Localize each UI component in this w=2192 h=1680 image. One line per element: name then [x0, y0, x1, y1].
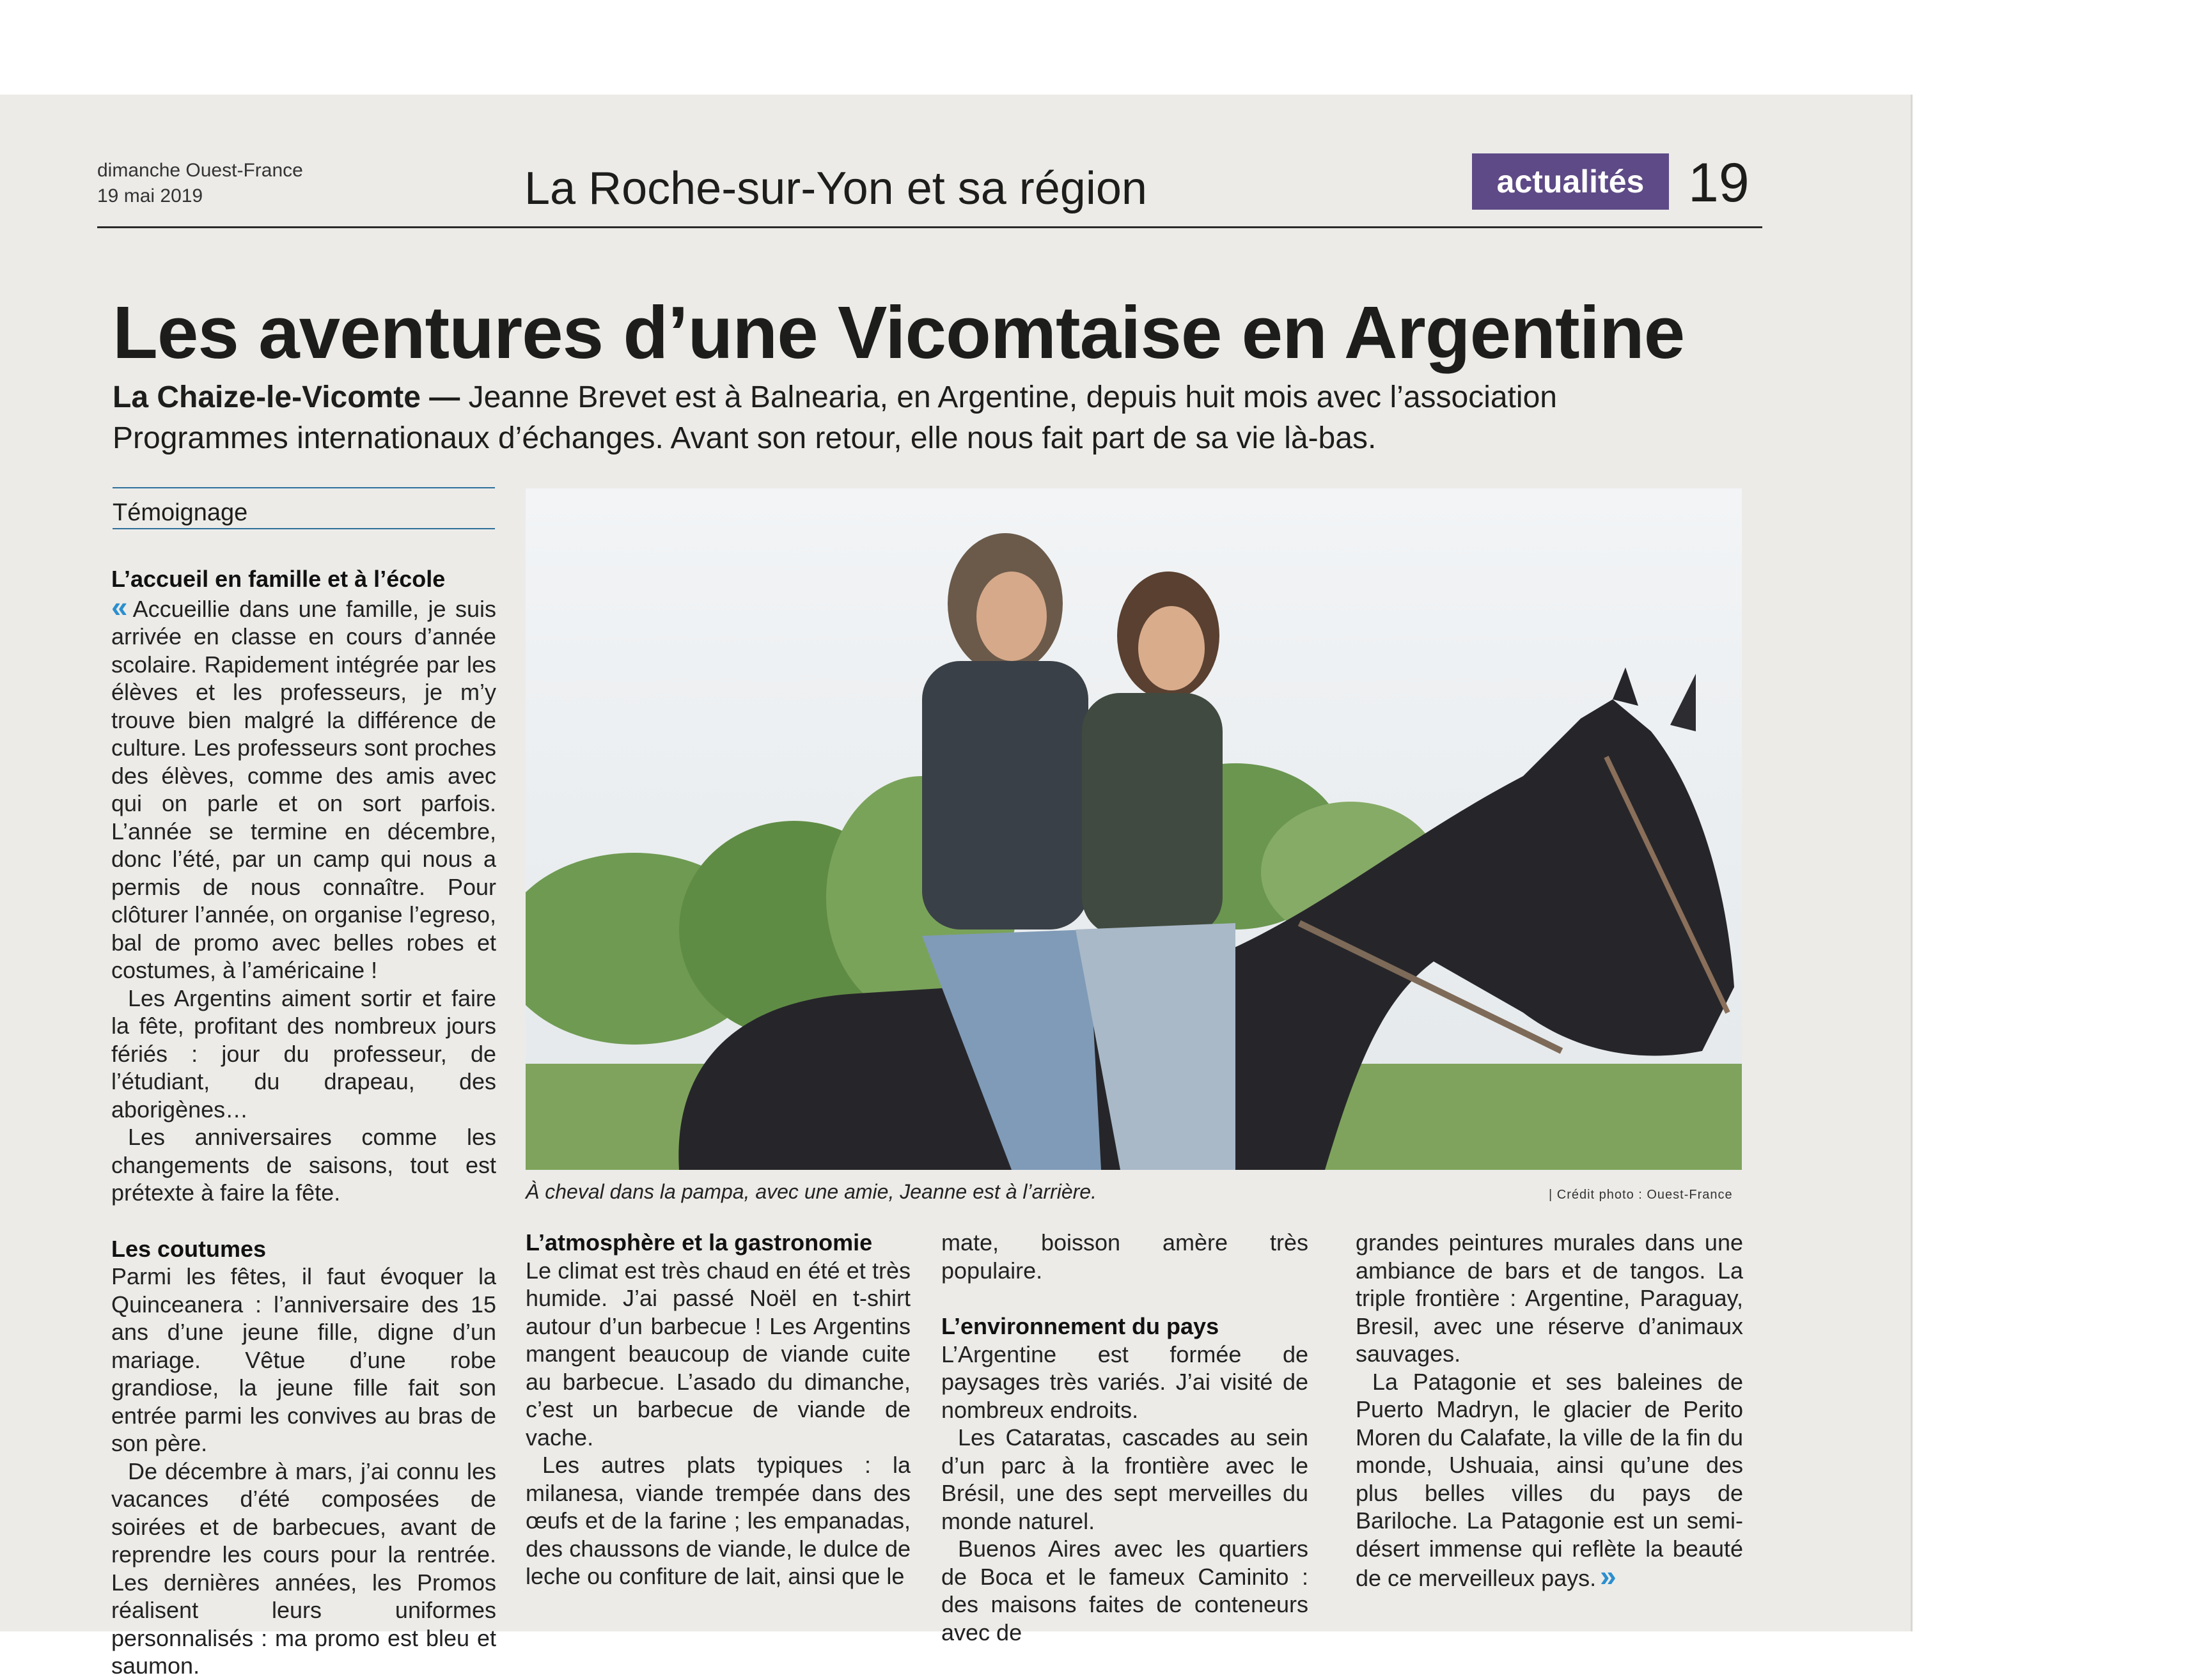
- quote-close-icon: »: [1600, 1559, 1613, 1592]
- photo-caption: À cheval dans la pampa, avec une amie, Jeanne est à l’arrière.: [526, 1180, 1097, 1203]
- edition-day-line: dimanche Ouest-France: [97, 160, 303, 181]
- paragraph: Parmi les fêtes, il faut évoquer la Quinceanera : l’anniversaire des 15 ans d’une jeune fille, digne d’un mariage. Vêtue d’une robe grandiose, la jeune fille fait son entrée parmi les convives au bras de son père.: [111, 1263, 496, 1456]
- paragraph: Les anniversaires comme les changements de saisons, tout est prétexte à faire la fête.: [111, 1124, 496, 1206]
- article-column-4: [1356, 1229, 1743, 1592]
- lede-text: Jeanne Brevet est à Balnearia, en Argentine, depuis huit mois avec l’association Programmes internationaux d’échanges. Avant son retour, elle nous fait part de sa vie là-bas.: [113, 380, 1557, 455]
- edition-date-line: 19 mai 2019: [97, 185, 203, 206]
- paragraph: L’Argentine est formée de paysages très variés. J’ai visité de nombreux endroits.: [941, 1341, 1308, 1423]
- article-lede: [113, 377, 1583, 459]
- subheading-coutumes: Les coutumes: [111, 1235, 267, 1262]
- paragraph: [111, 589, 496, 984]
- tag-rule-bottom: [113, 528, 495, 529]
- header-rule: [97, 226, 1762, 228]
- article-headline: Les aventures d’une Vicomtaise en Argentine: [113, 291, 1685, 374]
- article-tag: Témoignage: [113, 499, 248, 526]
- lede-place: La Chaize-le-Vicomte —: [113, 380, 460, 414]
- paragraph: Les autres plats typiques : la milanesa, viande trempée dans des œufs et de la farine ; les empanadas, des chaussons de viande, le dulce de leche ou confiture de lait, ainsi que le: [526, 1452, 911, 1589]
- paragraph: mate, boisson amère très populaire.: [941, 1229, 1308, 1284]
- section-title: La Roche-sur-Yon et sa région: [524, 163, 1147, 214]
- paragraph: De décembre à mars, j’ai connu les vacances d’été composées de soirées et de barbecues, avant de reprendre les cours pour la rentrée. Les dernières années, les Promos réalisent leurs uniformes personnalisés : ma promo est bleu et saumon.: [111, 1458, 496, 1679]
- subheading-atmosphere: L’atmosphère et la gastronomie: [526, 1229, 873, 1256]
- paragraph-text: Accueillie dans une famille, je suis arrivée en classe en cours d’année scolaire. Rapidement intégrée par les élèves et les professeurs, je m’y trouve bien malgré la différence de culture. Les professeurs sont proches des élèves, comme des amis avec qui on parle et on sort parfois. L’année se termine en décembre, donc l’été, par un camp qui nous a permis de nous connaître. Pour clôturer l’année, on organise l’egreso, bal de promo avec belles robes et costumes, à l’américaine !: [111, 595, 496, 983]
- paragraph: [1356, 1368, 1743, 1592]
- horse-riders-photo: [526, 488, 1742, 1170]
- article-column-3: [941, 1229, 1308, 1646]
- subheading-environnement: L’environnement du pays: [941, 1313, 1219, 1339]
- quote-open-icon: «: [111, 589, 124, 623]
- article-column-2: [526, 1229, 911, 1591]
- paragraph: Le climat est très chaud en été et très humide. J’ai passé Noël en t-shirt autour d’un barbecue ! Les Argentins mangent beaucoup de viande cuite au barbecue. L’asado du dimanche, c’est un barbecue de viande de vache.: [526, 1257, 911, 1451]
- article-photo: [526, 488, 1742, 1170]
- paragraph: grandes peintures murales dans une ambiance de bars et de tangos. La triple frontière : Argentine, Paraguay, Bresil, avec une réserve d’animaux sauvages.: [1356, 1229, 1743, 1367]
- paragraph: Buenos Aires avec les quartiers de Boca et le fameux Caminito : des maisons faites de conteneurs avec de: [941, 1536, 1308, 1645]
- tag-rule-top: [113, 487, 495, 488]
- paragraph: Les Argentins aiment sortir et faire la fête, profitant des nombreux jours fériés : jour du professeur, de l’étudiant, du drapeau, des aborigènes…: [111, 984, 496, 1123]
- photo-credit: | Crédit photo : Ouest-France: [1549, 1188, 1733, 1202]
- section-badge: actualités: [1472, 153, 1669, 210]
- article-column-1: [111, 565, 496, 1680]
- edition-date: [97, 158, 303, 209]
- paragraph: Les Cataratas, cascades au sein d’un parc à la frontière avec le Brésil, une des sept merveilles du monde naturel.: [941, 1424, 1308, 1534]
- page-number: 19: [1688, 152, 1750, 214]
- paragraph-text: La Patagonie et ses baleines de Puerto Madryn, le glacier de Perito Moren du Calafate, la ville de la fin du monde, Ushuaia, ainsi qu’une des plus belles villes du pays de Bariloche. La Patagonie est un semi-désert immense qui reflète la beauté de ce merveilleux pays.: [1356, 1368, 1743, 1591]
- subheading-accueil: L’accueil en famille et à l’école: [111, 566, 446, 592]
